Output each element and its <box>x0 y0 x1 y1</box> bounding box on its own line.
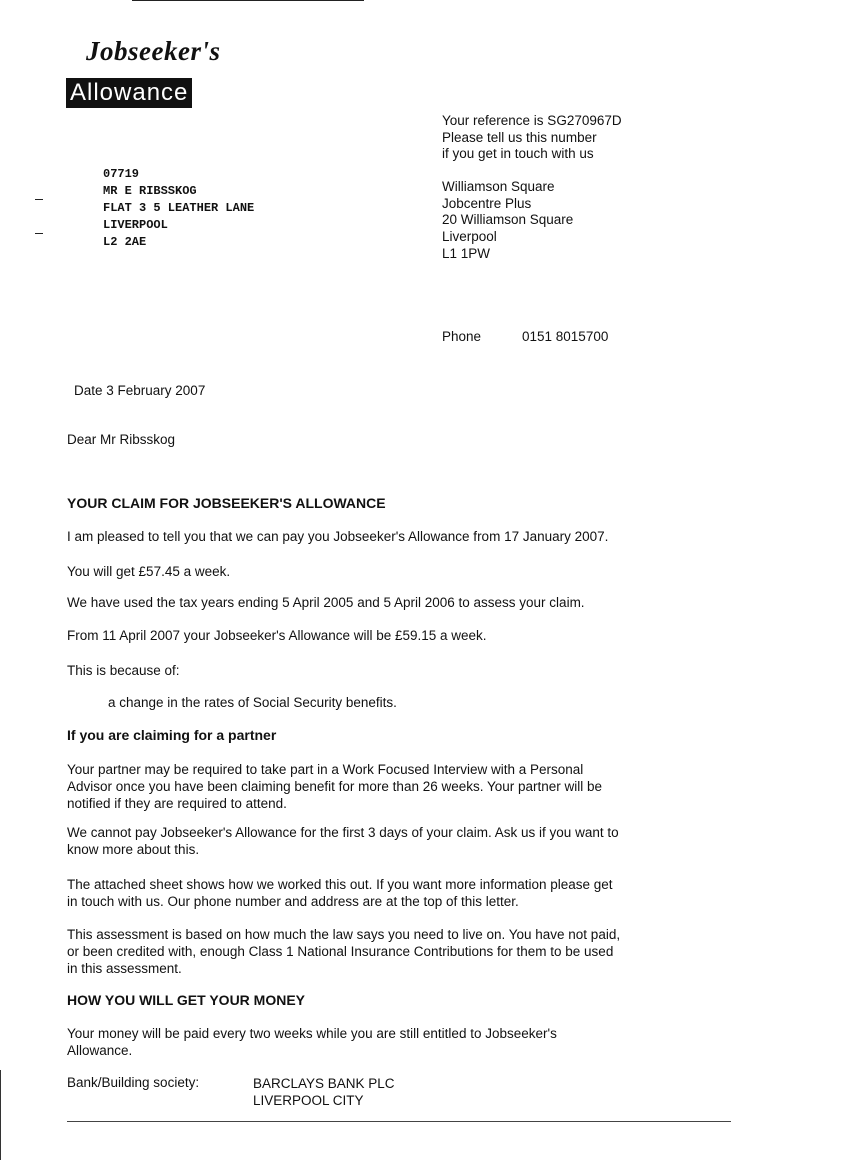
left-edge-mark <box>0 1070 1 1160</box>
paragraph-line: in touch with us. Our phone number and address are at the top of this letter. <box>67 894 519 909</box>
top-rule <box>132 0 364 1</box>
logo-text-bottom: Allowance <box>66 78 192 108</box>
paragraph-line: This assessment is based on how much the law says you need to live on. You have not paid, <box>67 927 621 942</box>
paragraph-line: Allowance. <box>67 1043 133 1058</box>
recipient-address <box>103 166 254 251</box>
office-org: Jobcentre Plus <box>442 195 532 211</box>
paragraph-line: Your money will be paid every two weeks while you are still entitled to Jobseeker's <box>67 1026 557 1041</box>
paragraph-line: notified if they are required to attend. <box>67 796 287 811</box>
claim-paragraph: I am pleased to tell you that we can pay you Jobseeker's Allowance from 17 January 2007. <box>67 529 609 544</box>
paragraph-line: in this assessment. <box>67 961 182 976</box>
salutation: Dear Mr Ribsskog <box>67 432 176 447</box>
reason-item: a change in the rates of Social Security benefits. <box>108 695 397 710</box>
paragraph-line: Advisor once you have been claiming benefit for more than 26 weeks. Your partner will be <box>67 779 603 794</box>
waiting-days-paragraph <box>67 824 619 858</box>
office-city: Liverpool <box>442 229 497 245</box>
paragraph-line: The attached sheet shows how we worked this out. If you want more information please get <box>67 877 613 892</box>
recipient-address-line: FLAT 3 5 LEATHER LANE <box>103 201 255 215</box>
claim-heading: YOUR CLAIM FOR JOBSEEKER'S ALLOWANCE <box>67 495 386 511</box>
money-heading: HOW YOU WILL GET YOUR MONEY <box>67 992 306 1008</box>
reference-line: Please tell us this number <box>442 129 597 145</box>
weekly-amount-paragraph: You will get £57.45 a week. <box>67 564 231 579</box>
bottom-rule <box>67 1121 731 1122</box>
partner-heading: If you are claiming for a partner <box>67 727 277 743</box>
recipient-postcode: L2 2AE <box>103 235 147 249</box>
interview-paragraph <box>67 761 602 812</box>
office-postcode: L1 1PW <box>442 245 491 261</box>
payment-frequency-paragraph <box>67 1025 557 1059</box>
recipient-name: MR E RIBSSKOG <box>103 184 197 198</box>
phone-number: 0151 8015700 <box>522 329 609 344</box>
bank-details <box>253 1075 395 1109</box>
recipient-code: 07719 <box>103 167 140 181</box>
fold-mark <box>35 233 43 234</box>
assessment-paragraph <box>67 926 620 977</box>
bank-name: BARCLAYS BANK PLC <box>253 1076 395 1091</box>
fold-mark <box>35 199 43 200</box>
new-rate-paragraph: From 11 April 2007 your Jobseeker's Allowance will be £59.15 a week. <box>67 628 487 643</box>
office-name: Williamson Square <box>442 179 555 194</box>
office-address <box>442 179 573 263</box>
attached-sheet-paragraph <box>67 876 613 910</box>
logo-text-top: Jobseeker's <box>86 36 221 66</box>
reason-intro: This is because of: <box>67 663 180 678</box>
tax-years-paragraph: We have used the tax years ending 5 April 2005 and 5 April 2006 to assess your claim. <box>67 595 585 610</box>
office-street: 20 Williamson Square <box>442 212 574 228</box>
letter-date: Date 3 February 2007 <box>74 383 206 398</box>
paragraph-line: Your partner may be required to take part in a Work Focused Interview with a Personal <box>67 762 584 777</box>
phone-block <box>442 329 609 344</box>
paragraph-line: or been credited with, enough Class 1 National Insurance Contributions for them to be used <box>67 944 614 959</box>
recipient-city: LIVERPOOL <box>103 218 168 232</box>
paragraph-line: We cannot pay Jobseeker's Allowance for the first 3 days of your claim. Ask us if you want to <box>67 825 619 840</box>
paragraph-line: know more about this. <box>67 842 200 857</box>
reference-line: if you get in touch with us <box>442 146 594 161</box>
bank-label: Bank/Building society: <box>67 1075 200 1090</box>
reference-block <box>442 113 622 163</box>
bank-branch: LIVERPOOL CITY <box>253 1093 364 1108</box>
reference-line: Your reference is SG270967D <box>442 113 622 128</box>
phone-label: Phone <box>442 329 482 344</box>
